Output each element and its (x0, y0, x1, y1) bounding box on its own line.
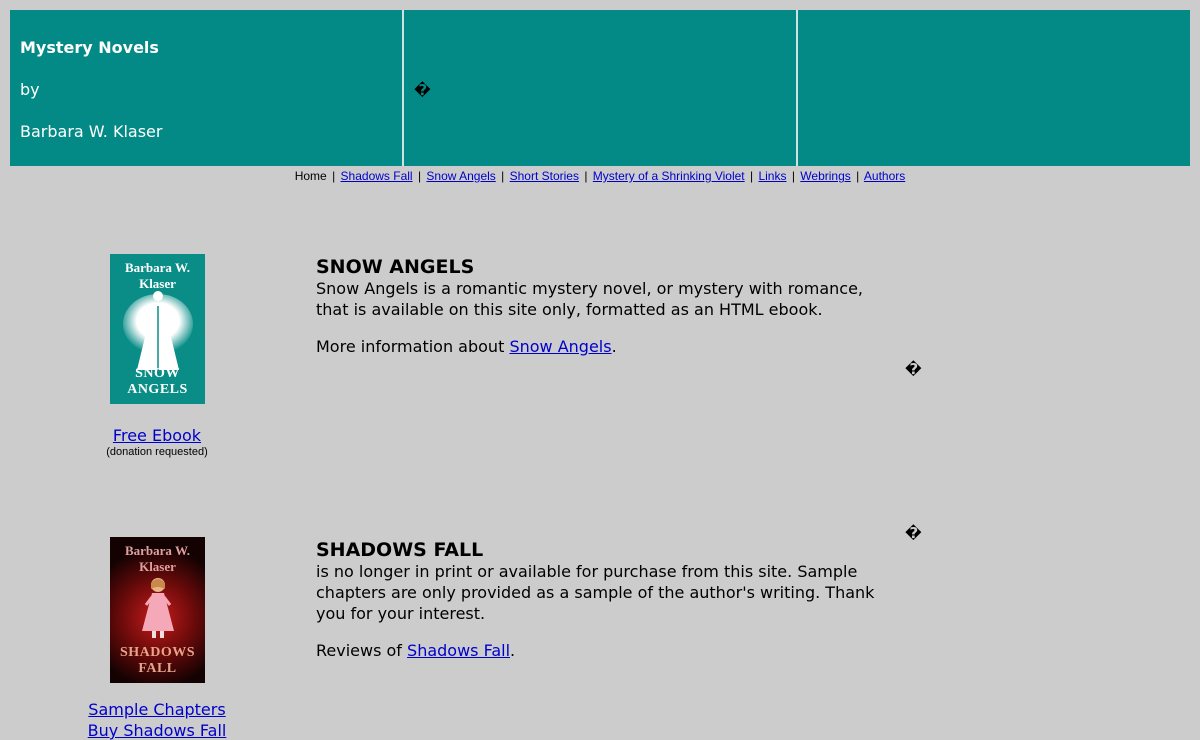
shadows-fall-heading: SHADOWS FALL (316, 539, 484, 561)
nav-link-snow-angels[interactable]: Snow Angels (426, 169, 496, 183)
nav-separator: | (791, 169, 795, 183)
nav-link-authors[interactable]: Authors (863, 169, 906, 183)
doll-icon (140, 575, 176, 639)
cover-title: SHADOWS FALL (119, 645, 196, 676)
nav-link-webrings[interactable]: Webrings (800, 169, 851, 183)
free-ebook-link[interactable]: Free Ebook (112, 426, 202, 445)
header-right-cell (798, 10, 1190, 166)
nav-separator: | (856, 169, 860, 183)
top-nav (0, 169, 1200, 183)
sample-chapters-link[interactable]: Sample Chapters (88, 700, 226, 719)
shadows-fall-description: is no longer in print or available for purchase from this site. Sample chapters are only provided as a sample of the author's writing. Thank you for your interest. (316, 562, 875, 623)
cover-title: SNOW ANGELS (127, 366, 188, 397)
missing-image-glyph: � (905, 524, 922, 542)
shadows-fall-content (316, 539, 882, 661)
nav-home: Home (294, 169, 327, 183)
nav-link-short-stories[interactable]: Short Stories (509, 169, 579, 183)
snow-angels-description: Snow Angels is a romantic mystery novel, or mystery with romance, that is available on this site only, formatted as an HTML ebook. (316, 279, 864, 319)
nav-separator: | (332, 169, 336, 183)
nav-link-shadows-fall[interactable]: Shadows Fall (340, 169, 413, 183)
site-by: by (20, 80, 40, 99)
angel-icon (123, 284, 193, 372)
reviews-prefix: Reviews of (316, 641, 402, 660)
header-middle-cell (404, 10, 796, 166)
shadows-fall-reviews (316, 640, 882, 661)
header-title-cell (10, 10, 402, 166)
missing-image-glyph: � (905, 360, 922, 378)
shadows-fall-reviews-link[interactable]: Shadows Fall (407, 641, 511, 660)
shadows-fall-cover[interactable] (110, 537, 205, 683)
more-suffix: . (611, 337, 617, 356)
buy-shadows-fall-link[interactable]: Buy Shadows Fall (87, 721, 227, 740)
snow-angels-content (316, 256, 882, 357)
nav-separator: | (750, 169, 754, 183)
cover-author: Barbara W. Klaser (124, 543, 190, 574)
nav-link-shrinking-violet[interactable]: Mystery of a Shrinking Violet (592, 169, 745, 183)
nav-separator: | (417, 169, 422, 183)
site-title: Mystery Novels (20, 38, 159, 57)
nav-separator: | (501, 169, 505, 183)
header-banner (10, 10, 1190, 166)
cover-author: Barbara W. Klaser (124, 260, 190, 291)
missing-image-glyph: � (414, 81, 431, 99)
reviews-suffix: . (510, 641, 516, 660)
donation-note: (donation requested) (106, 446, 208, 458)
snow-angels-more-info (316, 336, 882, 357)
snow-angels-link[interactable]: Snow Angels (509, 337, 612, 356)
buy-shadows-fall-row (0, 721, 314, 740)
sample-chapters-row (0, 700, 314, 719)
snow-angels-heading: SNOW ANGELS (316, 256, 475, 278)
site-author: Barbara W. Klaser (20, 122, 163, 141)
snow-angels-cover[interactable] (110, 254, 205, 404)
nav-link-links[interactable]: Links (758, 169, 787, 183)
free-ebook-row (0, 426, 314, 445)
more-prefix: More information about (316, 337, 505, 356)
nav-separator: | (584, 169, 588, 183)
